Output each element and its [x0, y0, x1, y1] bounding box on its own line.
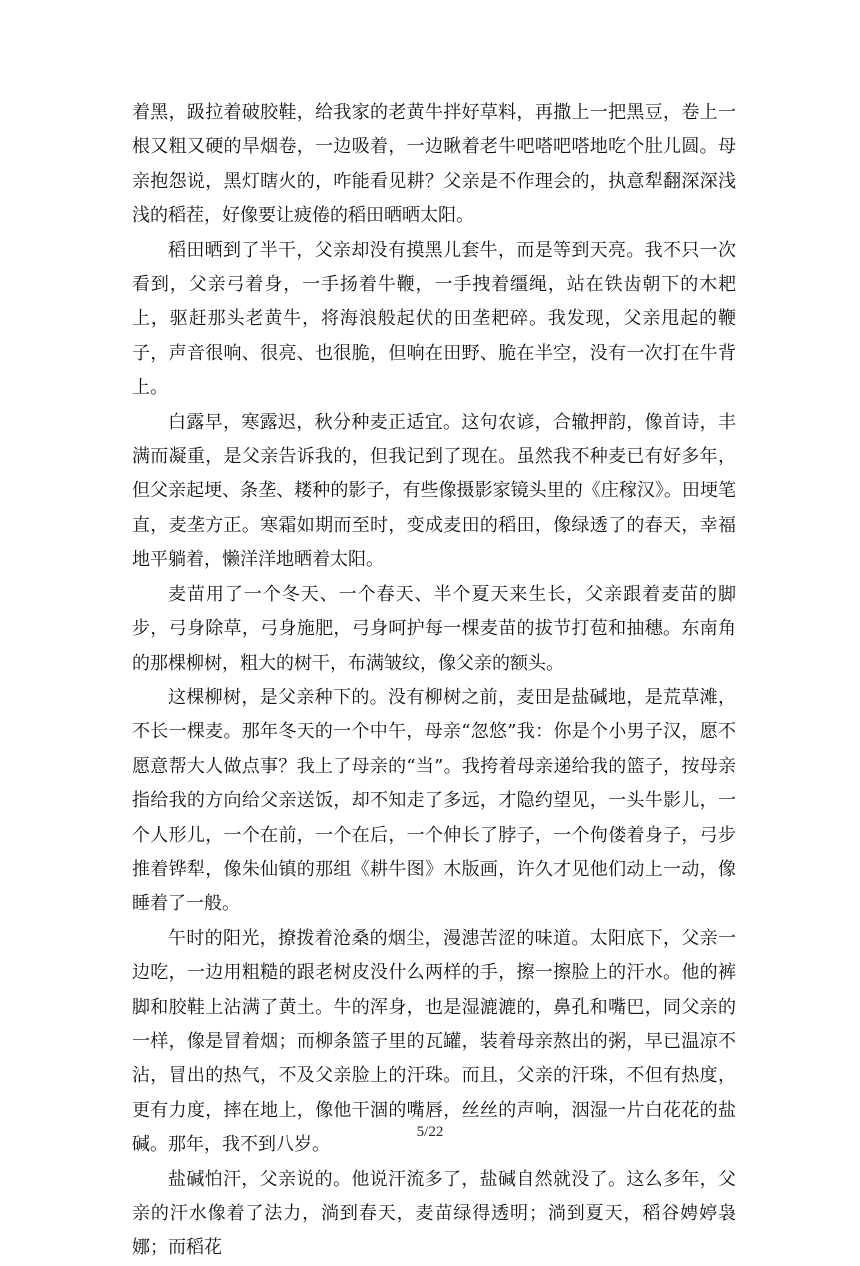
page-number: 5/22: [416, 1124, 444, 1140]
paragraph-3: 白露早，寒露迟，秋分种麦正适宜。这句农谚，合辙押韵，像首诗，丰满而凝重，是父亲告诉我的，但我记到了现在。虽然我不种麦已有好多年，但父亲起埂、条垄、耧种的影子，有些像摄影家镜头里的《庄稼汉》。田埂笔直，麦垄方正。寒霜如期而至时，变成麦田的稻田，像绿透了的春天，幸福地平躺着，懒洋洋地晒着太阳。: [132, 411, 736, 571]
body-text: [132, 96, 736, 1266]
paragraph-4: 麦苗用了一个冬天、一个春天、半个夏天来生长，父亲跟着麦苗的脚步，弓身除草，弓身施肥，弓身呵护每一棵麦苗的拔节打苞和抽穗。东南角的那棵柳树，粗大的树干，布满皱纹，像父亲的额头。: [132, 583, 736, 674]
paragraph-1: 着黑，趿拉着破胶鞋，给我家的老黄牛拌好草料，再撒上一把黑豆，卷上一根又粗又硬的旱烟卷，一边吸着，一边瞅着老牛吧嗒吧嗒地吃个肚儿圆。母亲抱怨说，黑灯瞎火的，咋能看见耕？父亲是不作理会的，执意犁翻深深浅浅的稻茬，好像要让疲倦的稻田晒晒太阳。: [132, 102, 736, 227]
paragraph-6: 午时的阳光，撩拨着沧桑的烟尘，漫漶苦涩的味道。太阳底下，父亲一边吃，一边用粗糙的跟老树皮没什么两样的手，擦一擦脸上的汗水。他的裤脚和胶鞋上沾满了黄土。牛的浑身，也是湿漉漉的，鼻孔和嘴巴，同父亲的一样，像是冒着烟；而柳条篮子里的瓦罐，装着母亲熬出的粥，早已温凉不沾，冒出的热气，不及父亲脸上的汗珠。而且，父亲的汗珠，不但有热度，更有力度，摔在地上，像他干涸的嘴唇，丝丝的声响，洇湿一片白花花的盐碱。那年，我不到八岁。: [132, 927, 736, 1156]
paragraph-5: 这棵柳树，是父亲种下的。没有柳树之前，麦田是盐碱地，是荒草滩，不长一棵麦。那年冬天的一个中午，母亲“忽悠”我：你是个小男子汉，愿不愿意帮大人做点事？我上了母亲的“当”。我挎着母亲递给我的篮子，按母亲指给我的方向给父亲送饭，却不知走了多远，才隐约望见，一头牛影儿，一个人形儿，一个在前，一个在后，一个伸长了脖子，一个佝偻着身子，弓步推着铧犁，像朱仙镇的那组《耕牛图》木版画，许久才见他们动上一动，像睡着了一般。: [132, 686, 736, 915]
paragraph-2: 稻田晒到了半干，父亲却没有摸黑儿套牛，而是等到天亮。我不只一次看到，父亲弓着身，一手扬着牛鞭，一手拽着缰绳，站在铁齿朝下的木耙上，驱赶那头老黄牛，将海浪般起伏的田垄耙碎。我发现，父亲甩起的鞭子，声音很响、很亮、也很脆，但响在田野、脆在半空，没有一次打在牛背上。: [132, 239, 736, 399]
paragraph-7: 盐碱怕汗，父亲说的。他说汗流多了，盐碱自然就没了。这么多年，父亲的汗水像着了法力，淌到春天，麦苗绿得透明；淌到夏天，稻谷娉婷袅娜；而稻花: [132, 1168, 736, 1259]
